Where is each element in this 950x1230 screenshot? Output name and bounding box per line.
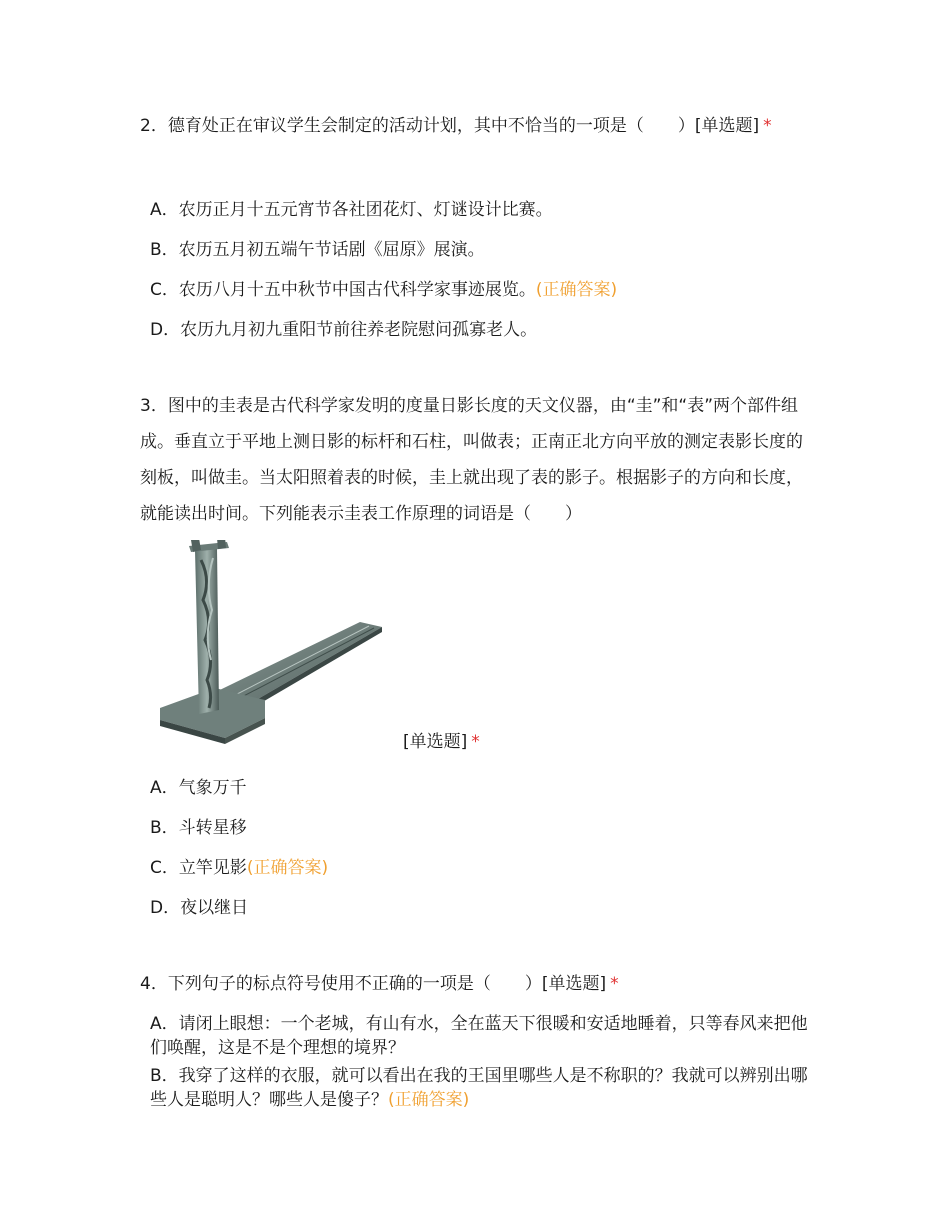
required-marker: * bbox=[471, 732, 480, 752]
correct-answer-tag: (正确答案) bbox=[246, 858, 329, 878]
question-3-option-b[interactable]: B．斗转星移 bbox=[150, 818, 247, 838]
question-4-option-a[interactable]: A．请闭上眼想：一个老城，有山有水，全在蓝天下很暖和安适地睡着，只等春风来把他们唤醒，这是不是个理想的境界？ bbox=[150, 1014, 808, 1058]
question-3-title: 3．图中的圭表是古代科学家发明的度量日影长度的天文仪器，由“圭”和“表”两个部件组成。垂直立于平地上测日影的标杆和石柱，叫做表；正南正北方向平放的测定表影长度的刻板，叫做圭。当太阳照着表的时候，圭上就出现了表的影子。根据影子的方向和长度，就能读出时间。下列能表示圭表工作原理的词语是（ ） bbox=[140, 396, 803, 524]
required-marker: * bbox=[610, 974, 619, 994]
question-3-type-label: [单选题] * bbox=[403, 732, 480, 752]
correct-answer-tag: (正确答案) bbox=[535, 280, 618, 300]
question-2-option-d[interactable]: D．农历九月初九重阳节前往养老院慰问孤寡老人。 bbox=[150, 320, 538, 340]
question-2-title: 2．德育处正在审议学生会制定的活动计划，其中不恰当的一项是（ ）[单选题] * bbox=[140, 116, 772, 136]
required-marker: * bbox=[763, 116, 772, 136]
question-2-option-c[interactable]: C．农历八月十五中秋节中国古代科学家事迹展览。(正确答案) bbox=[150, 280, 618, 300]
question-3-option-a[interactable]: A．气象万千 bbox=[150, 778, 247, 798]
question-2-option-b[interactable]: B．农历五月初五端午节话剧《屈原》展演。 bbox=[150, 240, 485, 260]
question-3-option-d[interactable]: D．夜以继日 bbox=[150, 898, 249, 918]
question-4-title: 4．下列句子的标点符号使用不正确的一项是（ ）[单选题] * bbox=[140, 974, 619, 994]
question-2-option-a[interactable]: A．农历正月十五元宵节各社团花灯、灯谜设计比赛。 bbox=[150, 200, 553, 220]
question-3-option-c[interactable]: C．立竿见影(正确答案) bbox=[150, 858, 329, 878]
guibiao-illustration bbox=[155, 540, 390, 750]
question-4-option-b[interactable]: B．我穿了这样的衣服，就可以看出在我的王国里哪些人是不称职的？我就可以辨别出哪些人是聪明人？哪些人是傻子？(正确答案) bbox=[150, 1066, 808, 1110]
guibiao-instrument-image bbox=[155, 540, 390, 750]
correct-answer-tag: (正确答案) bbox=[388, 1090, 470, 1110]
